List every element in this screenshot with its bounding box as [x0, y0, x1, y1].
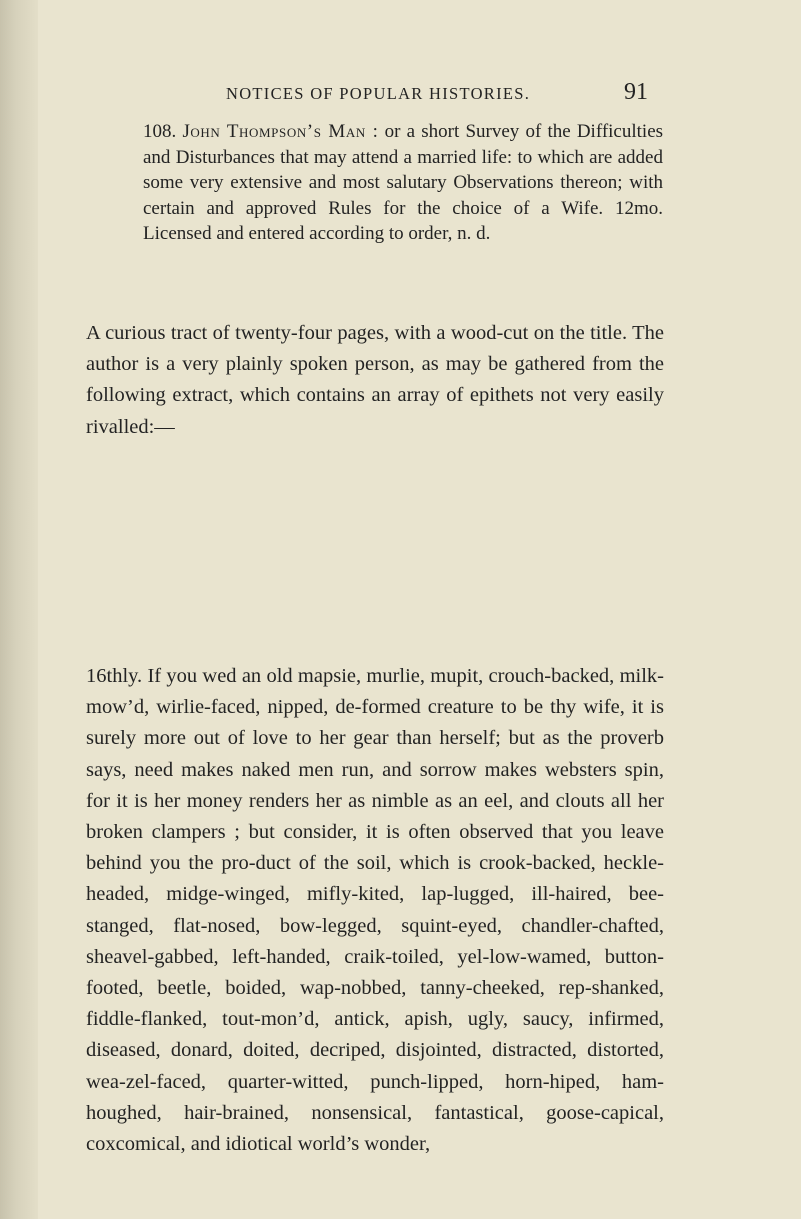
catalogue-entry — [143, 119, 663, 247]
extract-text: 16thly. If you wed an old mapsie, murlie, mupit, crouch-backed, milk-mow’d, wirlie-faced, nipped, de-formed creature to be thy wife, it is surely more out of love to her gear than herself; but as the proverb says, need makes naked men run, and sorrow makes websters spin, for it is her money renders her as nimble as an eel, and clouts all her broken clampers ; but consider, it is often observed that you leave behind you the pro-duct of the soil, which is crook-backed, heckle-headed, midge-winged, mifly-kited, lap-lugged, ill-haired, bee-stanged, flat-nosed, bow-legged, squint-eyed, chandler-chafted, sheavel-gabbed, left-handed, craik-toiled, yel-low-wamed, button-footed, beetle, boided, wap-nobbed, tanny-cheeked, rep-shanked, fiddle-flanked, tout-mon’d, antick, apish, ugly, saucy, infirmed, diseased, donard, doited, decriped, disjointed, distracted, distorted, wea-zel-faced, quarter-witted, punch-lipped, horn-hiped, ham-houghed, hair-brained, nonsensical, fantastical, goose-capical, coxcomical, and idiotical world’s wonder, — [86, 665, 664, 1156]
entry-title: John Thompson’s Man : — [182, 121, 379, 142]
commentary-text: A curious tract of twenty-four pages, with a wood-cut on the title. The author is a very plainly spoken person, as may be gathered from the following extract, which contains an array of epithets not very easily rivalled:— — [86, 322, 664, 438]
entry-description: or a short Survey of the Difficulties and Disturbances that may attend a married life: to which are added some very extensive and most salutary Observations thereon; with certain and approved Rules for the choice of a Wife. 12mo. Licensed and entered according to order, n. d. — [143, 121, 664, 244]
running-head: NOTICES OF POPULAR HISTORIES. — [226, 84, 531, 103]
commentary-paragraph — [86, 318, 664, 443]
entry-number: 108. — [143, 121, 177, 142]
extract-paragraph — [86, 661, 664, 1160]
page-number: 91 — [624, 79, 648, 105]
